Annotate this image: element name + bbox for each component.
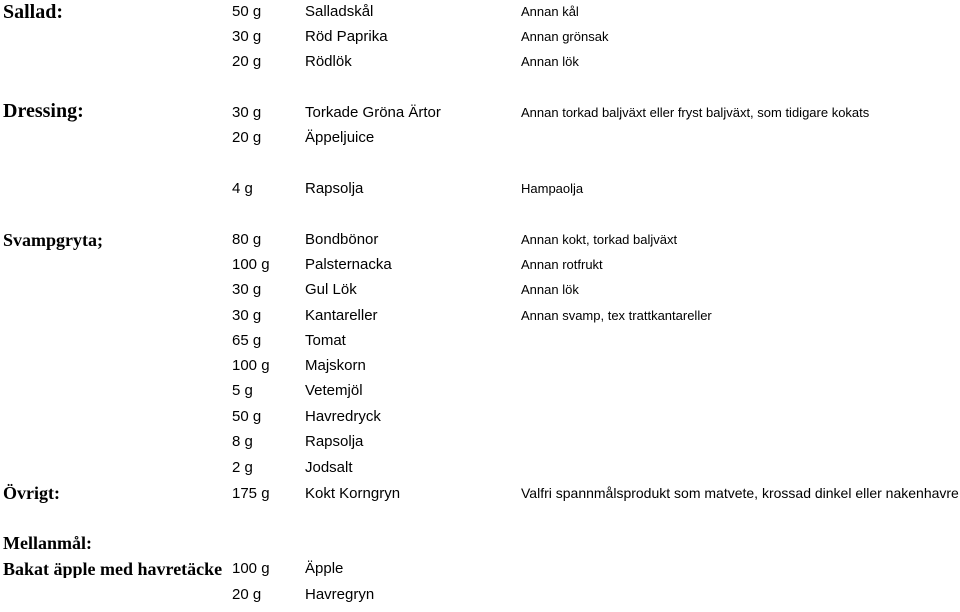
ingredient-row bbox=[0, 587, 960, 612]
quantity: 100 g bbox=[232, 560, 270, 577]
ingredient-row bbox=[0, 181, 960, 206]
ingredient-name: Gul Lök bbox=[305, 281, 357, 298]
quantity: 30 g bbox=[232, 28, 262, 45]
ingredient-name: Kantareller bbox=[305, 307, 378, 324]
quantity: 175 g bbox=[232, 485, 270, 502]
ingredient-row bbox=[0, 460, 960, 485]
ingredient-name: Äppeljuice bbox=[305, 129, 375, 146]
ingredient-name: Havredryck bbox=[305, 408, 381, 425]
quantity: 30 g bbox=[232, 104, 262, 121]
ingredient-name: Kokt Korngryn bbox=[305, 485, 401, 502]
ingredient-row bbox=[0, 282, 960, 307]
ingredient-row bbox=[0, 483, 960, 511]
ingredient-name: Jodsalt bbox=[305, 459, 353, 476]
quantity: 80 g bbox=[232, 231, 262, 248]
alternative: Annan lök bbox=[521, 54, 579, 69]
ingredient-name: Palsternacka bbox=[305, 256, 392, 273]
quantity: 100 g bbox=[232, 357, 270, 374]
ingredient-name: Torkade Gröna Ärtor bbox=[305, 104, 441, 121]
ingredient-row bbox=[0, 434, 960, 459]
quantity: 30 g bbox=[232, 307, 262, 324]
ingredient-row bbox=[0, 105, 960, 130]
ingredient-name: Rödlök bbox=[305, 53, 352, 70]
quantity: 4 g bbox=[232, 180, 253, 197]
quantity: 100 g bbox=[232, 256, 270, 273]
ingredient-row bbox=[0, 54, 960, 79]
quantity: 50 g bbox=[232, 3, 262, 20]
alternative: Annan rotfrukt bbox=[521, 257, 603, 272]
ingredient-row bbox=[0, 1, 960, 29]
ingredient-name: Rapsolja bbox=[305, 433, 364, 450]
quantity: 30 g bbox=[232, 281, 262, 298]
ingredient-name: Havregryn bbox=[305, 586, 375, 603]
alternative: Hampaolja bbox=[521, 181, 584, 196]
ingredient-row bbox=[0, 561, 960, 586]
quantity: 8 g bbox=[232, 433, 253, 450]
ingredient-name: Äpple bbox=[305, 560, 344, 577]
quantity: 50 g bbox=[232, 408, 262, 425]
quantity: 65 g bbox=[232, 332, 262, 349]
ingredient-row bbox=[0, 130, 960, 155]
ingredient-name: Tomat bbox=[305, 332, 346, 349]
alternative: Annan torkad baljväxt eller fryst baljväxt, som tidigare kokats bbox=[521, 105, 870, 120]
section-heading-mellanmal: Mellanmål: bbox=[3, 533, 92, 553]
ingredient-row bbox=[0, 232, 960, 257]
ingredient-row bbox=[0, 383, 960, 408]
ingredient-row bbox=[0, 409, 960, 434]
quantity: 20 g bbox=[232, 53, 262, 70]
alternative: Annan svamp, tex trattkantareller bbox=[521, 308, 712, 323]
ingredient-name: Majskorn bbox=[305, 357, 366, 374]
section-heading-dressing: Dressing: bbox=[3, 100, 84, 122]
section-heading-ovrigt: Övrigt: bbox=[3, 483, 60, 503]
alternative: Valfri spannmålsprodukt som matvete, krossad dinkel eller nakenhavre bbox=[521, 485, 959, 501]
ingredient-name: Rapsolja bbox=[305, 180, 364, 197]
ingredient-name: Röd Paprika bbox=[305, 28, 388, 45]
ingredient-name: Bondbönor bbox=[305, 231, 379, 248]
quantity: 2 g bbox=[232, 459, 253, 476]
ingredient-row bbox=[0, 358, 960, 383]
ingredient-row bbox=[0, 29, 960, 54]
section-heading-bakat-apple: Bakat äpple med havretäcke bbox=[3, 560, 223, 578]
ingredient-row bbox=[0, 333, 960, 358]
quantity: 20 g bbox=[232, 129, 262, 146]
alternative: Annan grönsak bbox=[521, 29, 609, 44]
ingredient-name: Vetemjöl bbox=[305, 382, 363, 399]
alternative: Annan kokt, torkad baljväxt bbox=[521, 232, 678, 247]
ingredient-name: Salladskål bbox=[305, 3, 374, 20]
section-heading-sallad: Sallad: bbox=[3, 1, 64, 23]
quantity: 5 g bbox=[232, 382, 253, 399]
quantity: 20 g bbox=[232, 586, 262, 603]
alternative: Annan lök bbox=[521, 282, 579, 297]
section-heading-svampgryta: Svampgryta; bbox=[3, 230, 103, 250]
ingredient-row bbox=[0, 308, 960, 333]
alternative: Annan kål bbox=[521, 4, 579, 19]
ingredient-row bbox=[0, 257, 960, 282]
